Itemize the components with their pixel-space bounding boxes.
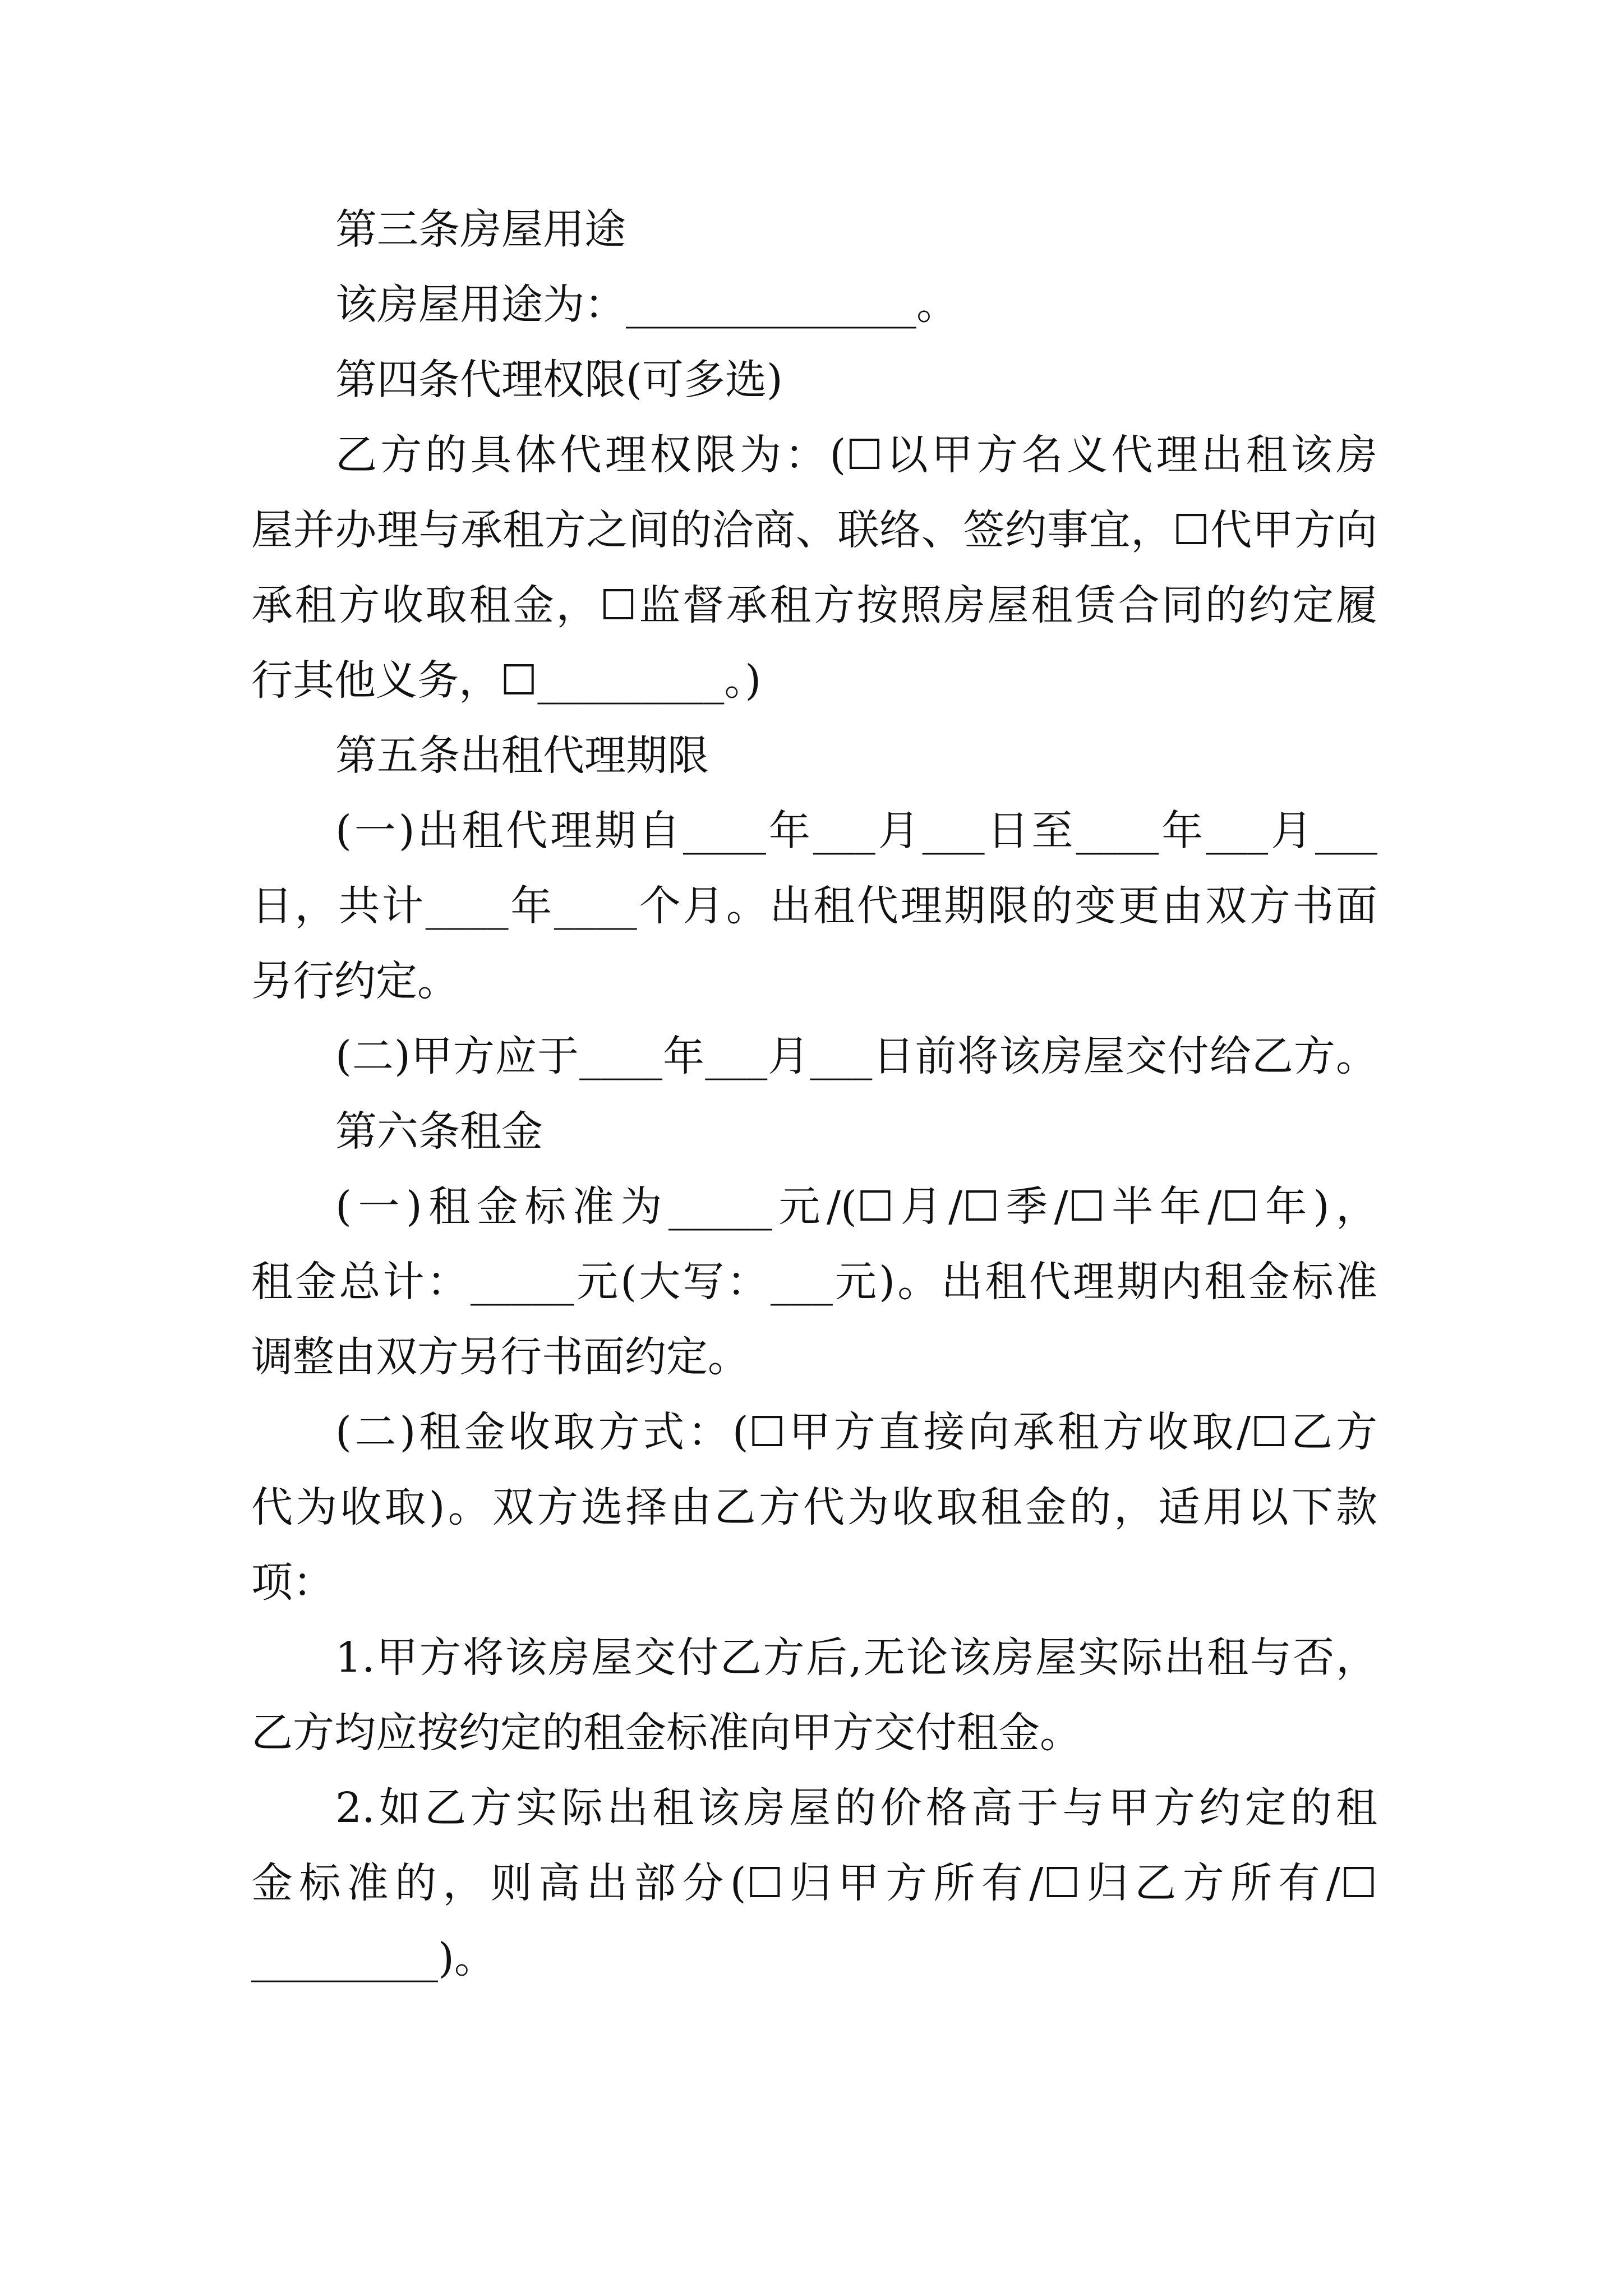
article-4-heading: 第四条代理权限(可多选) bbox=[335, 356, 783, 404]
rent-standard-line-3: 调整由双方另行书面约定。 bbox=[251, 1333, 749, 1381]
rent-standard-line-1: (一)租金标准为_____元/(☐月/☐季/☐半年/☐年)， bbox=[335, 1182, 1377, 1231]
clause-2-line-2: 金标准的，则高出部分(☐归甲方所有/☐归乙方所有/☐ bbox=[251, 1859, 1377, 1907]
agency-term-line-1: (一)出租代理期自____年___月___日至____年___月___ bbox=[335, 807, 1377, 855]
rent-collection-line-1: (二)租金收取方式：(☐甲方直接向承租方收取/☐乙方 bbox=[335, 1408, 1377, 1456]
article-5-heading: 第五条出租代理期限 bbox=[335, 731, 709, 780]
article-6-heading: 第六条租金 bbox=[335, 1107, 543, 1156]
agency-term-line-3: 另行约定。 bbox=[251, 957, 459, 1005]
rent-collection-line-3: 项： bbox=[251, 1558, 334, 1607]
clause-2-line-1: 2.如乙方实际出租该房屋的价格高于与甲方约定的租 bbox=[335, 1784, 1377, 1832]
agency-scope-line-3: 承租方收取租金，☐监督承租方按照房屋租赁合同的约定履 bbox=[251, 581, 1377, 629]
article-3-heading: 第三条房屋用途 bbox=[335, 205, 626, 254]
clause-1-line-1: 1.甲方将该房屋交付乙方后,无论该房屋实际出租与否， bbox=[335, 1634, 1377, 1682]
clause-1-line-2: 乙方均应按约定的租金标准向甲方交付租金。 bbox=[251, 1709, 1081, 1757]
handover-date-line: (二)甲方应于____年___月___日前将该房屋交付给乙方。 bbox=[335, 1032, 1377, 1080]
clause-2-line-3: _________)。 bbox=[251, 1934, 496, 1982]
agency-scope-line-1: 乙方的具体代理权限为：(☐以甲方名义代理出租该房 bbox=[335, 431, 1377, 479]
rent-collection-line-2: 代为收取)。双方选择由乙方代为收取租金的，适用以下款 bbox=[251, 1483, 1377, 1531]
agency-scope-line-4: 行其他义务，☐_________。) bbox=[251, 656, 762, 705]
house-use-line: 该房屋用途为：______________。 bbox=[335, 280, 958, 329]
agency-term-line-2: 日，共计____年____个月。出租代理期限的变更由双方书面 bbox=[251, 882, 1377, 930]
rent-standard-line-2: 租金总计：_____元(大写：___元)。出租代理期内租金标准 bbox=[251, 1258, 1377, 1306]
agency-scope-line-2: 屋并办理与承租方之间的洽商、联络、签约事宜，☐代甲方向 bbox=[251, 506, 1377, 554]
